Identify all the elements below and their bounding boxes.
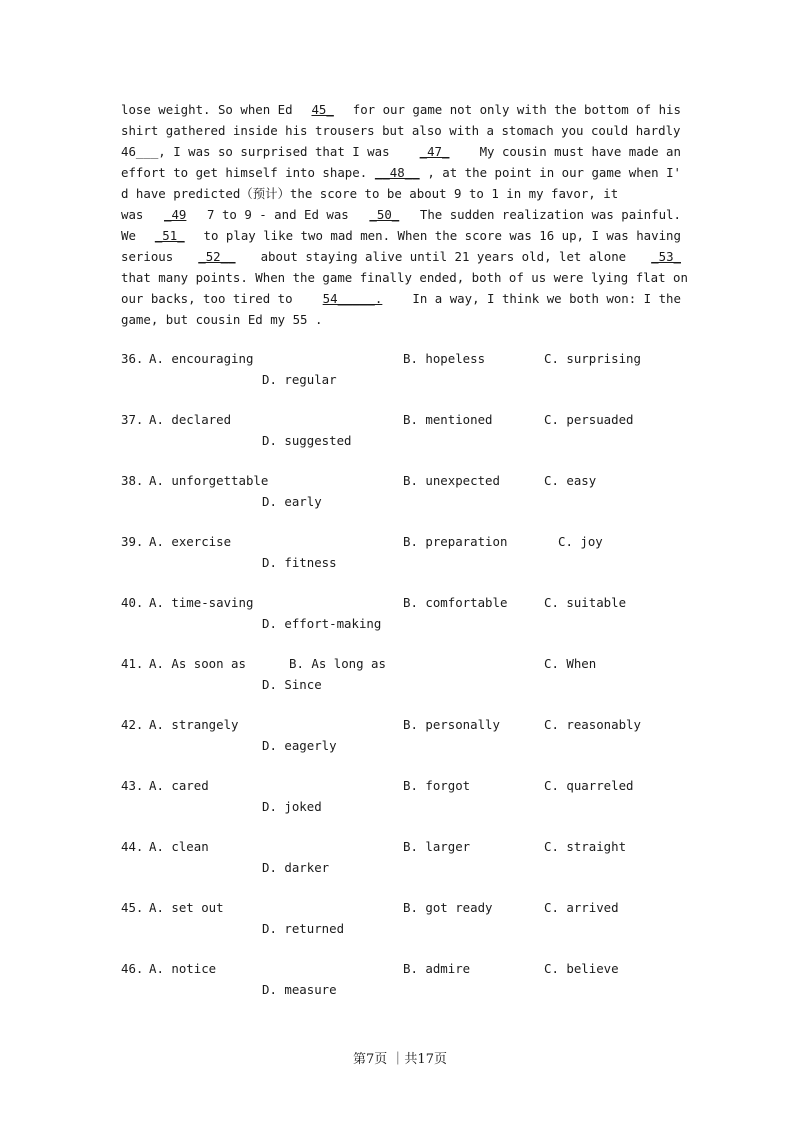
option-c: C. reasonably [544,717,641,732]
passage-segment: 7 to 9 - and Ed was [207,207,349,222]
passage-segment: My cousin must have made an [479,144,681,159]
question-row [121,653,681,674]
question-row [121,491,681,512]
passage-line-1 [121,99,681,120]
question-number: 39. [121,534,144,549]
question-number: 43. [121,778,144,793]
question-row [121,775,681,796]
option-d: D. measure [262,982,337,997]
option-a: A. declared [149,412,232,427]
page-footer: 第7页 ｜共17页 [353,1052,447,1067]
option-b: B. personally [403,717,500,732]
option-d: D. eagerly [262,738,337,753]
option-c: C. believe [544,961,619,976]
option-a: A. strangely [149,717,239,732]
question-number: 41. [121,656,144,671]
passage-segment: was [121,207,144,222]
question-number: 40. [121,595,144,610]
question-row [121,836,681,857]
passage-text [121,99,688,330]
passage-line-3 [121,141,681,162]
question-row [121,552,681,573]
question-row [121,958,681,979]
blank-48: __48__ [374,165,420,180]
passage-line-6 [121,204,681,225]
option-b: B. got ready [403,900,493,915]
question-options [121,348,681,1019]
option-b: B. mentioned [403,412,493,427]
option-b: B. preparation [403,534,508,549]
passage-line-10 [121,288,681,309]
option-c: C. surprising [544,351,641,366]
passage-segment: that many points. When the game finally ended, both of us were lying flat on [121,270,688,285]
option-d: D. returned [262,921,345,936]
option-a: A. As soon as [149,656,246,671]
passage-segment: lose weight. So when Ed [121,102,293,117]
passage-segment: In a way, I think we both won: I the [412,291,681,306]
option-c: C. joy [558,534,603,549]
passage-segment: for our game not only with the bottom of his [352,102,681,117]
blank-49: _49 [164,207,187,222]
option-d: D. joked [262,799,322,814]
option-c: C. straight [544,839,627,854]
blank-51: _51_ [154,228,185,243]
passage-segment: effort to get himself into shape. [121,165,368,180]
option-d: D. Since [262,677,322,692]
question-item [121,348,681,409]
passage-segment: , at the point in our game when I' [427,165,681,180]
option-b: B. comfortable [403,595,508,610]
question-number: 42. [121,717,144,732]
blank-52: _52__ [198,249,236,264]
passage-segment: We [121,228,136,243]
option-d: D. fitness [262,555,337,570]
option-c: C. suitable [544,595,627,610]
option-a: A. notice [149,961,217,976]
question-number: 44. [121,839,144,854]
question-item [121,897,681,958]
option-b: B. unexpected [403,473,500,488]
question-row [121,613,681,634]
passage-segment: d have predicted（预计）the score to be about 9 to 1 in my favor, it [121,186,619,201]
question-row [121,409,681,430]
question-row [121,979,681,1000]
question-item [121,470,681,531]
question-row [121,592,681,613]
question-number: 38. [121,473,144,488]
option-a: A. unforgettable [149,473,269,488]
passage-line-8 [121,246,681,267]
question-row [121,714,681,735]
option-b: B. forgot [403,778,471,793]
option-d: D. darker [262,860,330,875]
option-c: C. When [544,656,597,671]
option-c: C. easy [544,473,597,488]
passage-segment: The sudden realization was painful. [419,207,681,222]
option-c: C. persuaded [544,412,634,427]
blank-54: 54_____. [322,291,383,306]
question-row [121,369,681,390]
blank-47: _47_ [419,144,450,159]
option-c: C. quarreled [544,778,634,793]
question-item [121,958,681,1019]
passage-line-9 [121,267,688,288]
passage-segment: about staying alive until 21 years old, let alone [260,249,627,264]
question-number: 46. [121,961,144,976]
option-a: A. set out [149,900,224,915]
question-row [121,796,681,817]
question-row [121,470,681,491]
passage-line-11 [121,309,681,330]
question-item [121,653,681,714]
passage-segment: 46___, I was so surprised that I was [121,144,390,159]
question-item [121,409,681,470]
question-row [121,430,681,451]
option-d: D. suggested [262,433,352,448]
passage-line-4 [121,162,681,183]
option-a: A. exercise [149,534,232,549]
option-b: B. admire [403,961,471,976]
passage-segment: game, but cousin Ed my 55 . [121,312,323,327]
question-item [121,714,681,775]
passage-line-2 [121,120,681,141]
passage-segment: serious [121,249,174,264]
option-d: D. effort-making [262,616,382,631]
question-row [121,674,681,695]
question-row [121,918,681,939]
blank-45: 45_ [311,102,334,117]
passage-line-7 [121,225,681,246]
passage-segment: shirt gathered inside his trousers but also with a stomach you could hardly [121,123,681,138]
option-b: B. As long as [289,656,386,671]
question-row [121,857,681,878]
option-b: B. hopeless [403,351,486,366]
option-a: A. time-saving [149,595,254,610]
passage-segment: our backs, too tired to [121,291,293,306]
blank-50: _50_ [369,207,400,222]
passage-line-5 [121,183,681,204]
question-row [121,531,681,552]
question-item [121,531,681,592]
question-number: 45. [121,900,144,915]
option-d: D. early [262,494,322,509]
question-row [121,348,681,369]
question-item [121,592,681,653]
option-a: A. cared [149,778,209,793]
option-a: A. encouraging [149,351,254,366]
question-item [121,836,681,897]
question-number: 37. [121,412,144,427]
question-number: 36. [121,351,144,366]
question-item [121,775,681,836]
question-row [121,735,681,756]
option-b: B. larger [403,839,471,854]
option-c: C. arrived [544,900,619,915]
passage-segment: to play like two mad men. When the score was 16 up, I was having [203,228,681,243]
option-d: D. regular [262,372,337,387]
question-row [121,897,681,918]
option-a: A. clean [149,839,209,854]
blank-53: _53_ [651,249,681,264]
